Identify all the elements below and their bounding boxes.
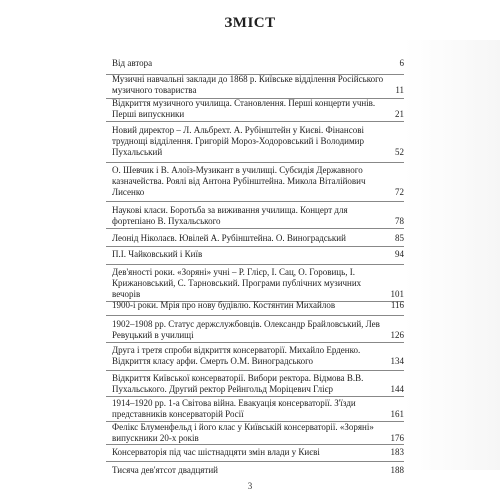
divider (106, 444, 404, 445)
toc-entry-page: 101 (390, 289, 404, 299)
toc-entry-page: 161 (390, 409, 404, 419)
divider (106, 461, 404, 462)
toc-entry-page: 183 (390, 447, 404, 457)
page-title: ЗМІСТ (224, 15, 276, 31)
divider (106, 201, 404, 202)
toc-entry[interactable] (112, 345, 404, 367)
toc-entry-title: Наукові класи. Боротьба за виживання училища. Концерт для фортепіано В. Пухальського (112, 205, 348, 226)
toc-entry[interactable] (112, 319, 404, 341)
toc-entry-title: Відкриття Київської консерваторії. Вибори ректора. Відмова В.В. Пухальського. Другий ректор Рейнгольд Моріцевич Глієр (112, 373, 364, 394)
divider (106, 228, 404, 229)
toc-entry-title: Друга і третя спроби відкриття консерваторії. Михайло Ерденко. Відкриття класу арфи. Смерть О.М. Виноградського (112, 345, 361, 366)
toc-entry[interactable] (112, 447, 404, 458)
toc-entry-title: Музичні навчальні заклади до 1868 р. Київське відділення Російського музичного товариства (112, 74, 384, 95)
divider (106, 370, 404, 371)
toc-entry-title: Тисяча дев'ятсот двадцятий (112, 465, 218, 475)
divider (106, 121, 404, 122)
toc-entry-page: 72 (395, 187, 404, 197)
toc-entry-title: Від автора (112, 58, 153, 68)
divider (106, 264, 404, 265)
toc-entry-page: 11 (395, 85, 404, 95)
toc-entry-title: Новий директор – Л. Альбрехт. А. Рубінштейн у Києві. Фінансові труднощі відділення. Григорій Мороз-Ходоровський і Володимир Пухальський (112, 125, 364, 157)
toc-entry-title: О. Шевчик і В. Алоїз-Музикант в училищі. Субсидія Державного казначейства. Роялі від Антона Рубінштейна. Микола Віталійович Лисенко (112, 165, 366, 197)
toc-entry[interactable] (112, 205, 404, 227)
toc-entry[interactable] (112, 300, 404, 311)
toc-entry-title: 1902–1908 рр. Статус держслужбовців. Олександр Брайловський, Лев Ревуцький в училищі (112, 319, 380, 340)
toc-entry-title: Дев'яності роки. «Зоряні» учні – Р. Глієр, І. Сац, О. Горовиць, І. Крижановський, С. Тарновський. Програми публічних музичних вечорів (112, 267, 362, 299)
page-number: 3 (247, 481, 253, 491)
toc-entry-page: 188 (390, 465, 404, 475)
toc-entry[interactable] (112, 249, 404, 260)
adjacent-page-shadow (404, 40, 500, 470)
toc-entry-page: 21 (395, 109, 404, 119)
toc-entry-page: 116 (390, 300, 404, 310)
divider (106, 315, 404, 316)
toc-entry-page: 85 (395, 233, 404, 243)
toc-entry[interactable] (112, 165, 404, 198)
toc-entry[interactable] (112, 465, 404, 476)
divider (106, 396, 404, 397)
toc-entry-page: 94 (395, 249, 404, 259)
toc-entry-page: 144 (390, 384, 404, 394)
toc-entry[interactable] (112, 373, 404, 395)
toc-entry[interactable] (112, 233, 404, 244)
toc-entry-title: Відкриття музичного училища. Становлення. Перші концерти учнів. Перші випускники (112, 98, 376, 119)
toc-entry-title: 1914–1920 рр. 1-а Світова війна. Евакуація консерваторії. З'їзди представників консерваторій Росії (112, 398, 356, 419)
toc-entry[interactable] (112, 267, 404, 300)
toc-entry[interactable] (112, 125, 404, 158)
toc-entry[interactable] (112, 422, 404, 444)
toc-entry-page: 126 (390, 330, 404, 340)
toc-entry-title: Леонід Ніколаєв. Ювілей А. Рубінштейна. О. Виноградський (112, 233, 346, 243)
toc-entry[interactable] (112, 58, 404, 69)
divider (106, 162, 404, 163)
toc-entry-page: 78 (395, 216, 404, 226)
toc-entry-title: 1900-і роки. Мрія про нову будівлю. Костянтин Михайлов (112, 300, 336, 310)
toc-entry-page: 6 (399, 58, 404, 68)
toc-entry-page: 134 (390, 356, 404, 366)
toc-entry-title: Фелікс Блуменфельд і його клас у Київській консерваторії. «Зоряні» випускники 20-х років (112, 422, 374, 443)
toc-entry-page: 176 (390, 433, 404, 443)
toc-entry-title: П.І. Чайковський і Київ (112, 249, 203, 259)
toc-entry[interactable] (112, 98, 404, 120)
toc-entry-page: 52 (395, 147, 404, 157)
toc-entry[interactable] (112, 398, 404, 420)
divider (106, 342, 404, 343)
toc-entry-title: Консерваторія під час шістнадцяти змін влади у Києві (112, 447, 320, 457)
divider (106, 246, 404, 247)
toc-entry[interactable] (112, 74, 404, 96)
